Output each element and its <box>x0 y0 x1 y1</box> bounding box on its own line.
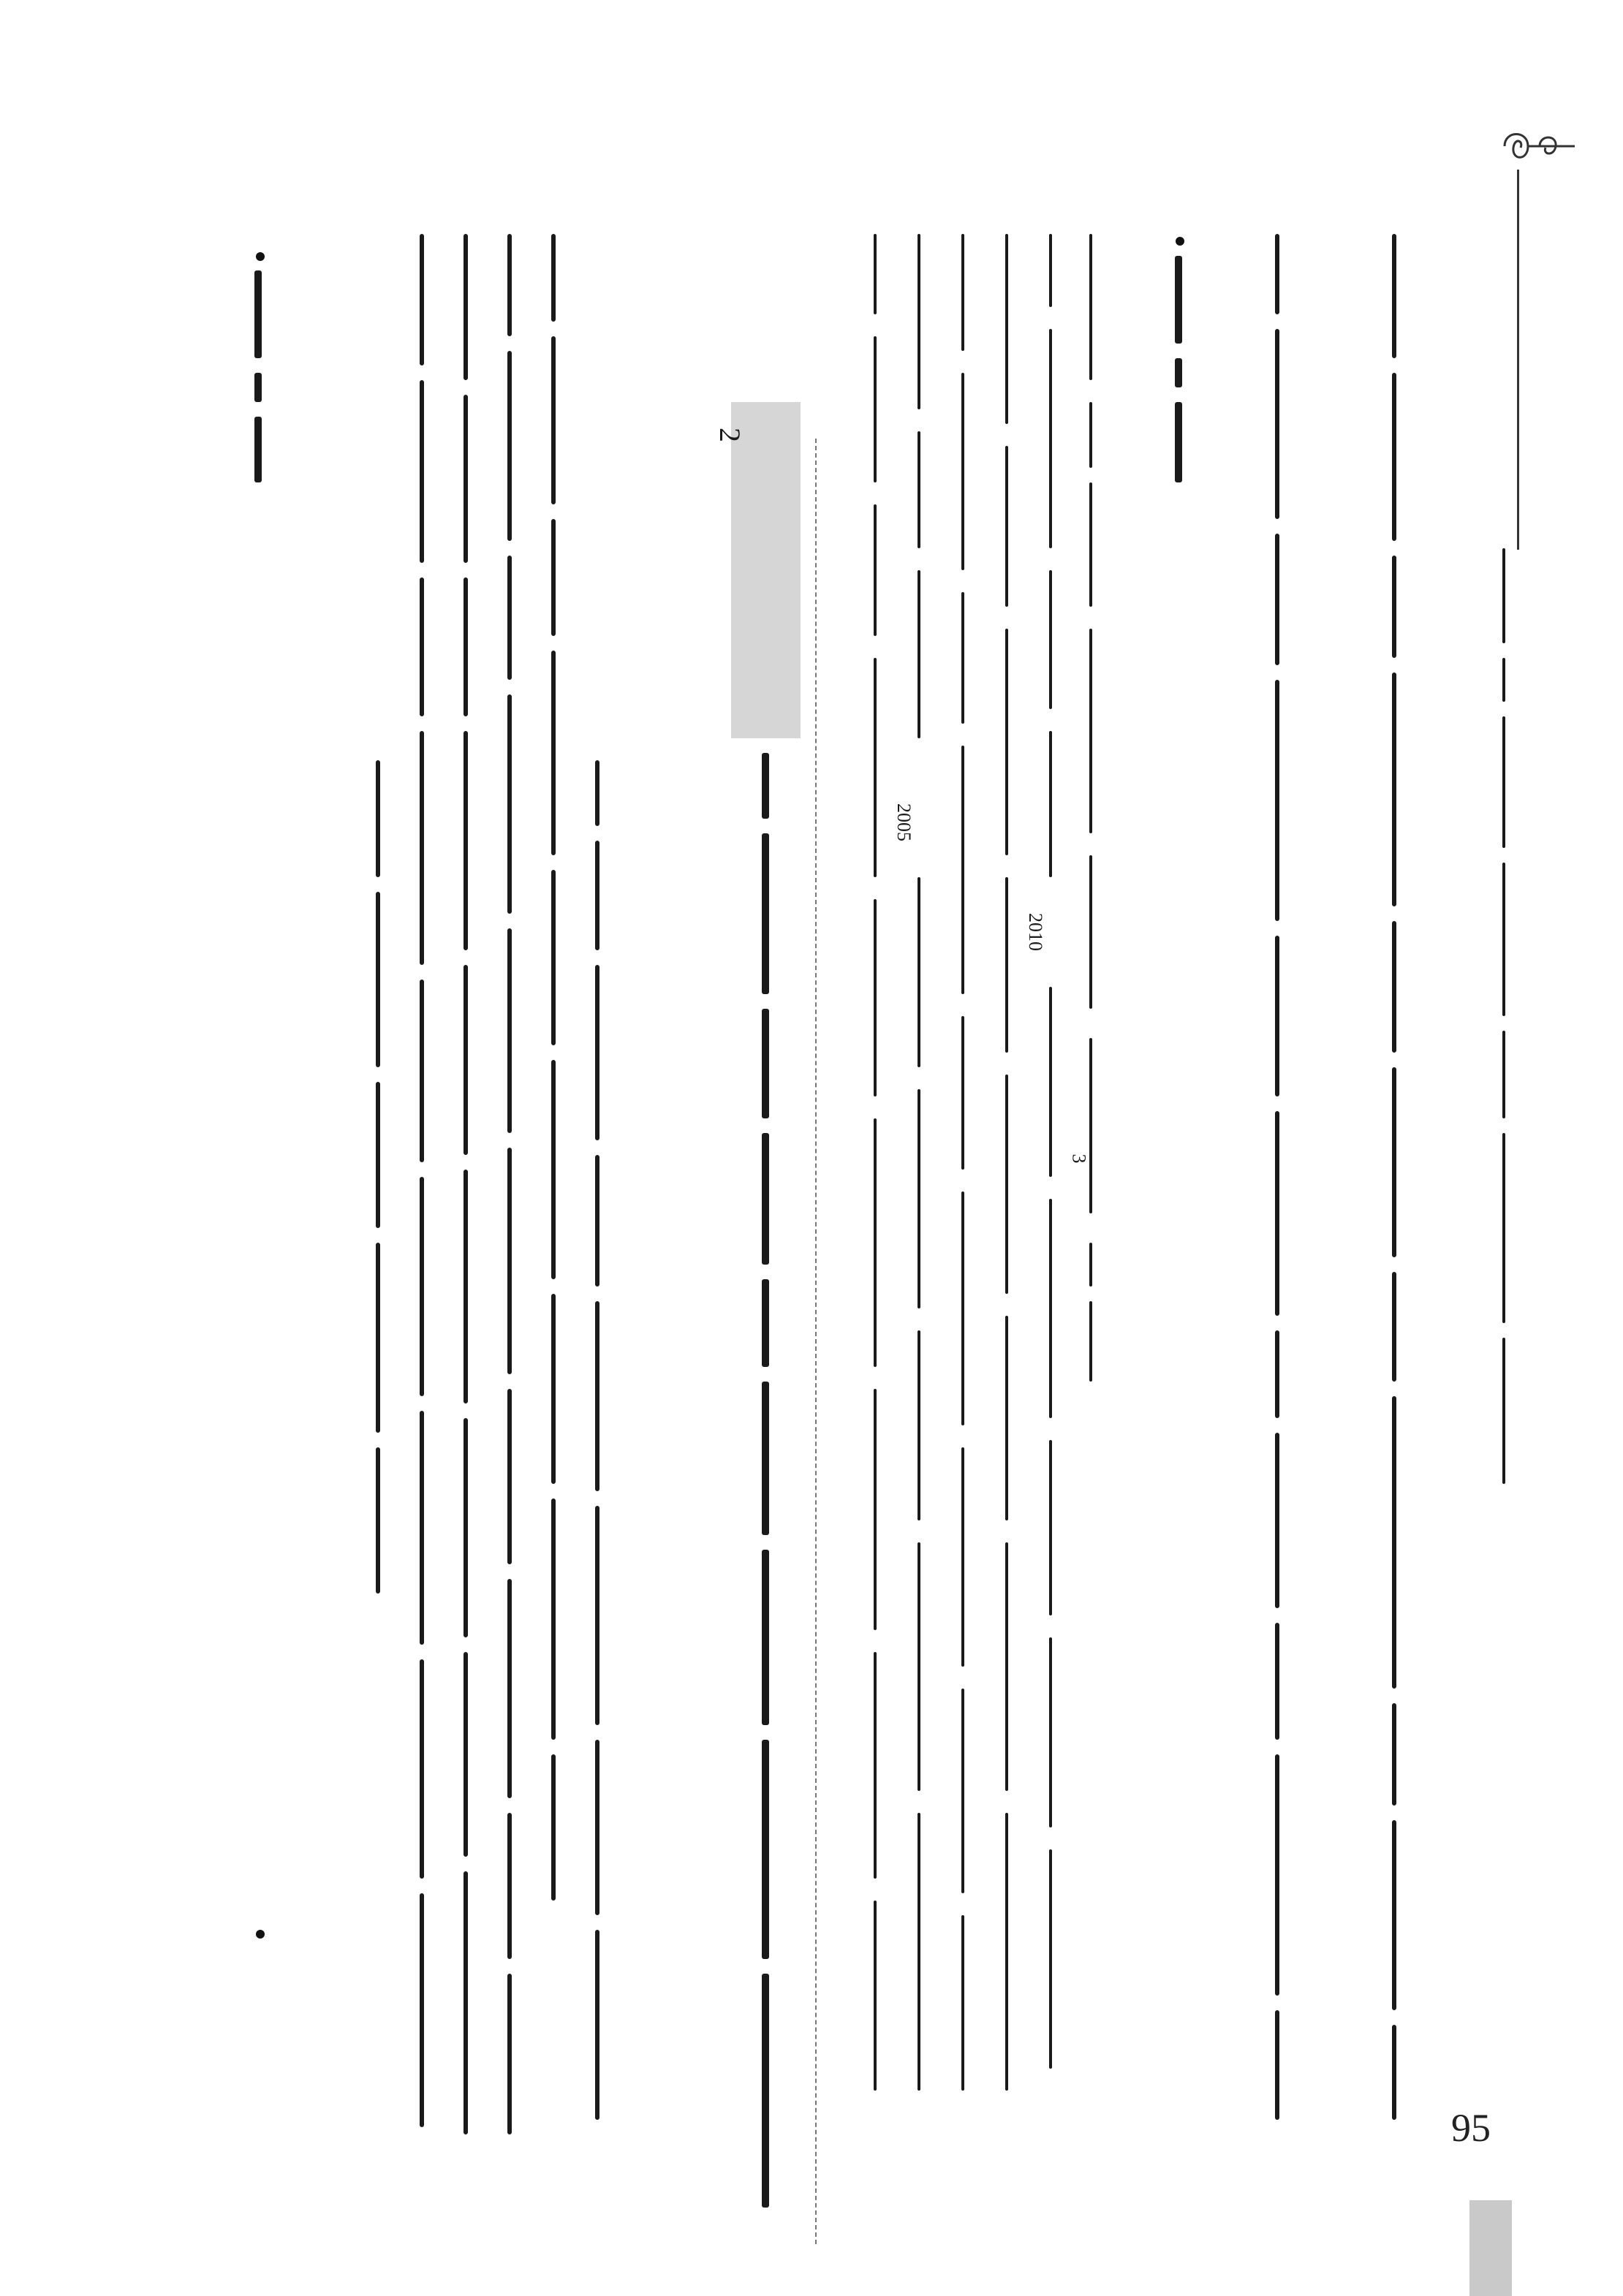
text-column <box>453 234 478 2149</box>
subheading <box>246 270 270 482</box>
header-ornament-icon <box>1499 124 1579 168</box>
page-number: 95 <box>1451 2106 1491 2150</box>
text-column <box>585 760 610 2149</box>
text-column <box>1265 234 1290 2134</box>
numeral: 3 <box>1068 1153 1090 1164</box>
text-column <box>409 234 434 2149</box>
bullet-icon <box>1176 237 1184 246</box>
subheading <box>1166 256 1191 475</box>
bullet-icon <box>256 252 265 261</box>
text-column <box>994 234 1019 2134</box>
bullet-icon <box>256 1930 265 1939</box>
section-number-box <box>731 402 801 738</box>
text-column <box>893 234 931 2134</box>
numeral: 2010 <box>1025 913 1046 951</box>
thumb-tab <box>1469 2200 1512 2296</box>
text-column <box>863 234 888 2134</box>
text-column <box>1382 234 1407 2134</box>
text-column <box>541 234 566 2149</box>
text-column <box>497 234 522 2149</box>
numeral: 2005 <box>893 803 915 841</box>
text-column <box>366 760 390 1637</box>
section-heading <box>753 753 778 2251</box>
running-header <box>1491 548 1516 1484</box>
section-number: 2 <box>714 428 746 442</box>
text-column <box>950 234 975 2134</box>
section-divider <box>815 439 817 2244</box>
text-column <box>1025 234 1063 2134</box>
text-column <box>1068 234 1103 1520</box>
header-rule <box>1517 170 1519 550</box>
